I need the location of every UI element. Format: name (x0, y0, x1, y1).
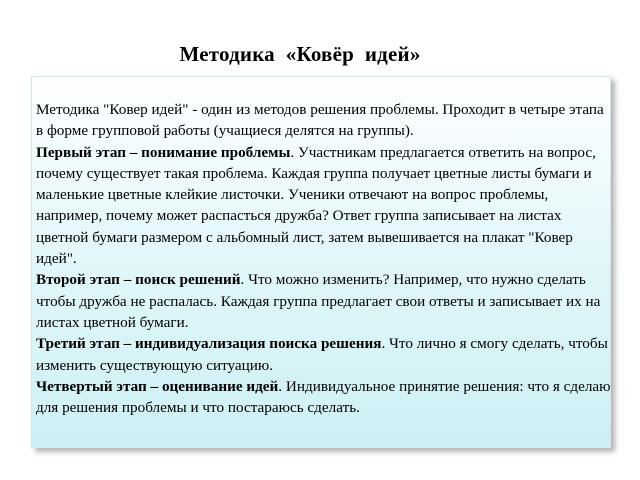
content-text (36, 99, 614, 418)
stage-3-heading: Третий этап – индивидуализация поиска решения (36, 335, 382, 353)
stage-2-heading: Второй этап – поиск решений (36, 271, 241, 289)
stage-1-paragraph (36, 142, 614, 270)
stage-1-text: . Участникам предлагается ответить на вопрос, почему существует такая проблема. Каждая группа получает цветные листы бумаги и маленькие цветные клейкие листочки. Ученики отвечают на вопрос проблемы, например, почему может распасться дружба? Ответ группа записывает на листах цветной бумаги размером с альбомный лист, затем вывешивается на плакат "Ковер идей". (36, 143, 596, 268)
stage-4-paragraph (36, 376, 614, 419)
stage-2-text: . Что можно изменить? Например, что нужно сделать чтобы дружба не распалась. Каждая группа предлагает свои ответы и записывает их на листах цветной бумаги. (36, 271, 601, 331)
stage-3-text: . Что лично я смогу сделать, чтобы изменить существующую ситуацию. (36, 335, 608, 374)
stage-3-paragraph (36, 333, 614, 376)
content-box (31, 76, 611, 448)
slide-title: Методика «Ковёр идей» (179, 42, 421, 66)
stage-4-heading: Четвертый этап – оценивание идей (36, 377, 279, 395)
intro-paragraph: Методика "Ковер идей" - один из методов решения проблемы. Проходит в четыре этапа в форме групповой работы (учащиеся делятся на группы). (36, 101, 604, 140)
stage-2-paragraph (36, 269, 614, 333)
stage-1-heading: Первый этап – понимание проблемы (36, 143, 291, 161)
stage-4-text: . Индивидуальное принятие решения: что я сделаю для решения проблемы и что постараюсь сделать. (36, 377, 611, 417)
